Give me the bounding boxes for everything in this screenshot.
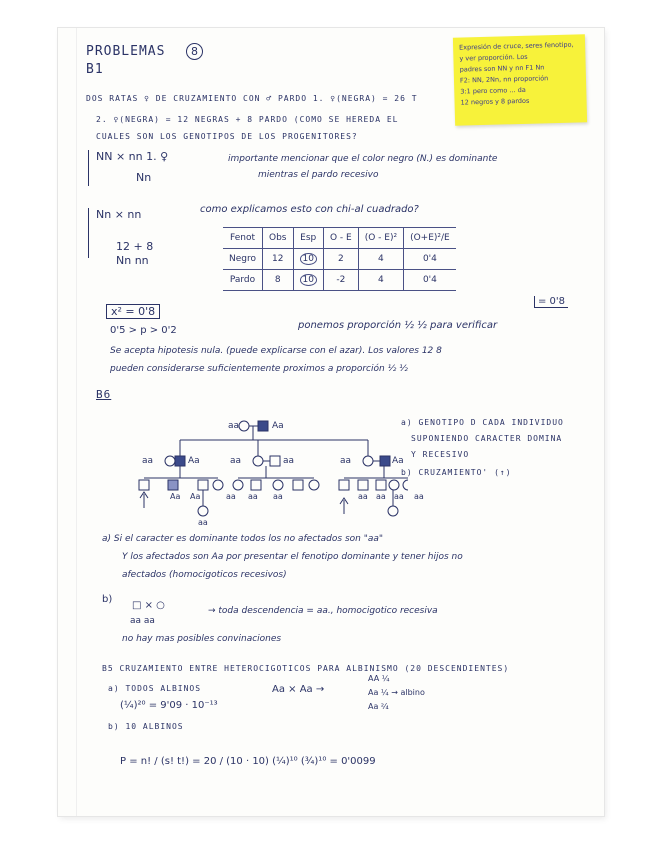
sticky-line: 3:1 pero como ... da [460,85,526,96]
b6-answer-b-text: → toda descendencia = aa., homocigotico recesiva [208,606,438,616]
sticky-note [453,34,587,125]
pedigree-label: aa [414,492,424,501]
b6-answer-a2: Y los afectados son Aa por presentar el fenotipo dominante y tener hijos no [122,552,463,562]
sticky-line: Expresión de cruce, seres fenotipo, [459,40,574,52]
pedigree-label: aa [358,492,368,501]
b5-result-AA: AA ¼ [368,674,390,683]
table-cell: 4 [358,249,403,270]
pedigree-label: Aa [190,492,201,501]
b6-answer-b-cross: □ × ○ [132,600,165,611]
chi-result: x² = 0'8 [106,304,160,319]
cross1-note: importante mencionar que el color negro (N.) es dominante [228,154,498,164]
pedigree-male-affected [258,421,268,431]
brace [88,208,89,258]
b6-answer-a1: a) Si el caracter es dominante todos los no afectados son "aa" [102,534,384,544]
section-number: 8 [186,43,203,60]
b6-question-a3: Y RECESIVO [411,450,470,459]
pedigree-label: aa [376,492,386,501]
b1-statement-line1: DOS RATAS ♀ DE CRUZAMIENTO CON ♂ PARDO 1. ♀(NEGRA) = 26 T [86,94,418,103]
brace [88,150,89,186]
cross2-counts: 12 + 8 [116,240,154,253]
table-cell: 12 [263,249,294,270]
pedigree-label: aa [226,492,236,501]
b6-answer-b-genotypes: aa aa [130,616,155,626]
problem-heading-b1: B1 [86,62,104,77]
table-header-cell: O - E [323,228,358,249]
b5-result-Aa: Aa ¼ → albino [368,688,425,697]
cross1-note2: mientras el pardo recesivo [258,170,379,180]
sticky-line: y ver proporción. Los [459,52,528,63]
table-cell: -2 [323,270,358,291]
notebook-page [58,28,604,816]
margin-line [76,28,77,816]
sticky-line: padres son NN y nn F1 Nn [459,63,545,74]
cross2-genotypes: Nn nn [116,254,149,267]
table-cell: 0'4 [404,270,456,291]
chi-sum: = 0'8 [534,296,568,308]
circled-value: 10 [300,253,317,265]
b5-formula-b: P = n! / (s! t!) = 20 / (10 · 10) (¼)¹⁰ (¾)¹⁰ = 0'0099 [120,756,376,767]
circled-value: 10 [300,274,317,286]
table-header-cell: Fenot [223,228,263,249]
b1-statement-line2: 2. ♀(NEGRA) = 12 NEGRAS + 8 PARDO (COMO SE HEREDA EL [96,115,399,124]
b5-part-b: b) 10 ALBINOS [108,722,184,731]
pedigree-female [239,421,249,431]
pedigree-label: aa [198,518,208,527]
sticky-line: F2: NN, 2Nn, nn proporción [459,74,549,85]
cross1-offspring: Nn [136,171,152,184]
chi-square-table [223,227,456,291]
page-title: PROBLEMAS [86,44,166,59]
b1-statement-line3: CUALES SON LOS GENOTIPOS DE LOS PROGENITORES? [96,132,358,141]
table-row [223,249,456,270]
pedigree-label: aa [230,456,242,466]
table-cell: 2 [323,249,358,270]
chi-question: como explicamos esto con chi-al cuadrado? [200,204,419,215]
b6-question-b: b) CRUZAMIENTO' (↑) [401,468,512,477]
proportion-note: ponemos proporción ½ ½ para verificar [298,320,498,331]
b6-question-a: a) GENOTIPO D CADA INDIVIDUO [401,418,564,427]
table-cell: Negro [223,249,263,270]
sticky-line: 12 negros y 8 pardos [460,96,530,107]
b5-part-a: a) TODOS ALBINOS [108,684,202,693]
problem-heading-b6: B6 [96,388,112,401]
table-cell: 0'4 [404,249,456,270]
cross1-parents: NN × nn 1. ♀ [96,150,169,163]
pedigree-label: aa [142,456,154,466]
table-header-row [223,228,456,249]
b6-answer-b-label: b) [102,594,113,605]
pedigree-label: aa [228,421,240,431]
table-header-cell: (O - E)² [358,228,403,249]
b6-question-a2: SUPONIENDO CARACTER DOMINA [411,434,563,443]
cross2-parents: Nn × nn [96,208,142,221]
table-cell [293,249,323,270]
pedigree-label: aa [273,492,283,501]
pedigree-label: Aa [392,456,404,466]
table-header-cell: Obs [263,228,294,249]
b5-cross: Aa × Aa → [272,684,325,695]
b5-calc-a: (¼)²⁰ = 9'09 · 10⁻¹³ [120,700,218,711]
pedigree-label: aa [340,456,352,466]
pedigree-label: aa [248,492,258,501]
conclusion-line2: pueden considerarse suficientemente proximos a proporción ½ ½ [110,364,408,374]
table-row [223,270,456,291]
b6-answer-b2: no hay mas posibles convinaciones [122,634,282,644]
table-header-cell: Esp [293,228,323,249]
pedigree-chart [118,414,408,524]
pedigree-label: Aa [272,421,284,431]
pedigree-label: Aa [188,456,200,466]
pedigree-label: aa [283,456,295,466]
pedigree-label: aa [394,492,404,501]
b6-answer-a3: afectados (homocigoticos recesivos) [122,570,287,580]
table-header-cell: (O+E)²/E [404,228,456,249]
table-cell: 8 [263,270,294,291]
table-cell: 4 [358,270,403,291]
p-range: 0'5 > p > 0'2 [110,325,177,336]
problem-b5-title: B5 CRUZAMIENTO ENTRE HETEROCIGOTICOS PARA ALBINISMO (20 DESCENDIENTES) [102,664,510,673]
b5-result-aa: Aa ²⁄₄ [368,702,389,711]
pedigree-label: Aa [170,492,181,501]
conclusion-line1: Se acepta hipotesis nula. (puede explicarse con el azar). Los valores 12 8 [110,346,442,356]
table-cell: Pardo [223,270,263,291]
table-cell [293,270,323,291]
